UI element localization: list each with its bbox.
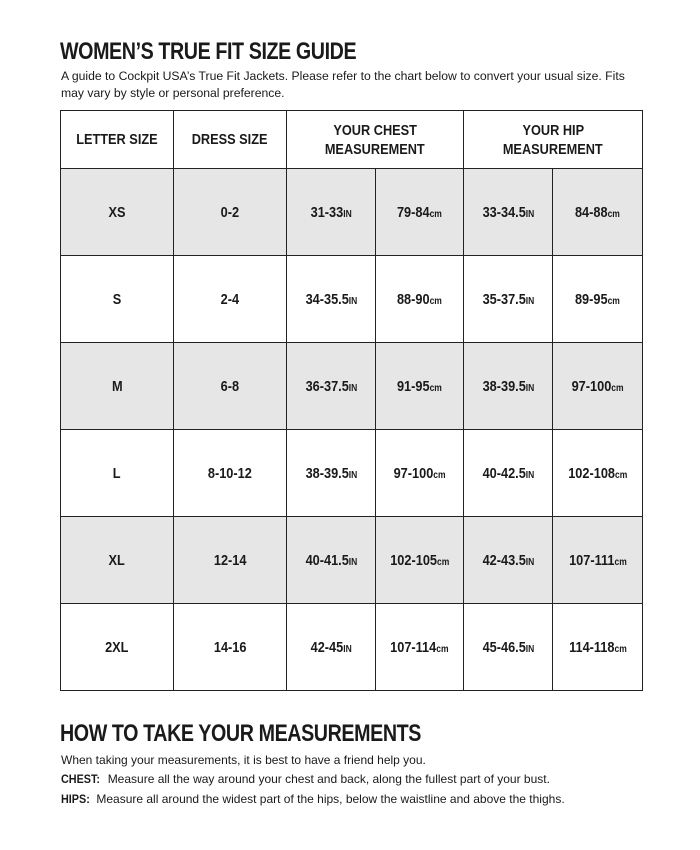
chest-in-cell-value: 34-35.5 — [305, 290, 349, 308]
chest-cm-cell-unit: cm — [429, 382, 442, 394]
chest-text: Measure all the way around your chest and back, along the fullest part of your bust. — [107, 772, 550, 786]
letter-size-cell-value: 2XL — [105, 638, 129, 656]
chest-in-cell-unit: IN — [348, 382, 357, 394]
chest-cm-cell-value: 88-90 — [397, 290, 430, 308]
letter-size-cell — [61, 169, 174, 256]
chest-in-cell — [287, 430, 376, 517]
letter-size-cell-value: S — [112, 290, 122, 308]
hip-in-cell-value: 42-43.5 — [482, 551, 526, 569]
dress-size-cell-value: 12-14 — [213, 551, 247, 569]
dress-size-cell-value: 6-8 — [220, 377, 240, 395]
chest-cm-cell-value: 79-84 — [397, 203, 430, 221]
chest-cm-cell-unit: cm — [436, 643, 449, 655]
chest-cm-cell — [376, 604, 464, 691]
chest-cm-cell-value: 107-114 — [390, 638, 437, 656]
hip-in-cell — [464, 430, 553, 517]
chest-instruction — [61, 771, 651, 787]
hips-instruction — [61, 791, 651, 807]
hip-cm-cell-value: 102-108 — [567, 464, 615, 482]
chest-cm-cell-unit: cm — [436, 556, 450, 568]
hip-in-cell-value: 38-39.5 — [482, 377, 526, 395]
hip-in-cell-value: 45-46.5 — [482, 638, 526, 656]
letter-size-cell — [61, 256, 174, 343]
letter-size-cell-value: XL — [108, 551, 126, 569]
hip-cm-cell — [553, 169, 643, 256]
table-row — [61, 430, 643, 517]
letter-size-cell — [61, 343, 174, 430]
hip-cm-cell — [553, 430, 643, 517]
hip-cm-cell — [553, 604, 643, 691]
table-row — [61, 517, 643, 604]
chest-in-cell — [287, 343, 376, 430]
chest-in-cell-value: 31-33 — [310, 203, 344, 221]
size-rows — [61, 169, 643, 691]
chest-cm-cell-value: 91-95 — [397, 377, 430, 395]
chest-in-cell — [287, 604, 376, 691]
chest-in-cell — [287, 256, 376, 343]
header-dress-size: DRESS SIZE — [174, 111, 287, 169]
table-row — [61, 169, 643, 256]
dress-size-cell-value: 8-10-12 — [208, 464, 252, 482]
hip-in-cell — [464, 256, 553, 343]
chest-cm-cell-unit: cm — [433, 469, 446, 481]
dress-size-cell — [174, 169, 287, 256]
hip-in-cell — [464, 169, 553, 256]
hip-cm-cell-unit: cm — [607, 295, 620, 307]
howto-title: HOW TO TAKE YOUR MEASUREMENTS — [60, 720, 421, 747]
hip-in-cell-unit: IN — [525, 382, 534, 394]
header-hip-measurement: YOUR HIP MEASUREMENT — [464, 111, 643, 169]
chest-cm-cell — [376, 256, 464, 343]
chest-label: CHEST: — [61, 772, 101, 786]
hip-cm-cell-value: 89-95 — [575, 290, 608, 308]
dress-size-cell — [174, 430, 287, 517]
table-row — [61, 256, 643, 343]
hip-cm-cell-unit: cm — [611, 382, 624, 394]
hip-in-cell-unit: IN — [525, 556, 534, 568]
dress-size-cell — [174, 517, 287, 604]
chest-in-cell — [287, 517, 376, 604]
dress-size-cell — [174, 343, 287, 430]
table-row — [61, 343, 643, 430]
chest-cm-cell-unit: cm — [429, 295, 442, 307]
chest-in-cell-value: 42-45 — [310, 638, 344, 656]
hip-in-cell-value: 40-42.5 — [482, 464, 526, 482]
header-chest-measurement: YOUR CHEST MEASUREMENT — [287, 111, 464, 169]
letter-size-cell — [61, 517, 174, 604]
dress-size-cell-value: 0-2 — [220, 203, 240, 221]
hip-cm-cell-value: 97-100 — [571, 377, 612, 395]
hip-cm-cell — [553, 517, 643, 604]
hip-in-cell — [464, 517, 553, 604]
chest-in-cell-value: 40-41.5 — [305, 551, 349, 569]
chest-in-cell-unit: IN — [343, 208, 352, 220]
chest-cm-cell-value: 97-100 — [393, 464, 434, 482]
chest-in-cell — [287, 169, 376, 256]
chest-cm-cell — [376, 169, 464, 256]
page-title: WOMEN’S TRUE FIT SIZE GUIDE — [60, 38, 357, 65]
intro-text: A guide to Cockpit USA’s True Fit Jackets. Please refer to the chart below to convert your usual size. Fits may vary by style or personal preference. — [61, 69, 625, 100]
hip-cm-cell-value: 114-118 — [568, 638, 615, 656]
chest-cm-cell — [376, 517, 464, 604]
dress-size-cell-value: 14-16 — [213, 638, 247, 656]
chest-in-cell-unit: IN — [343, 643, 352, 655]
dress-size-cell — [174, 256, 287, 343]
hip-in-cell-unit: IN — [525, 208, 534, 220]
hip-cm-cell-unit: cm — [614, 643, 627, 655]
letter-size-cell-value: XS — [108, 203, 126, 221]
chest-cm-cell-value: 102-105 — [389, 551, 437, 569]
hip-cm-cell — [553, 256, 643, 343]
hip-cm-cell-unit: cm — [614, 469, 628, 481]
hip-in-cell — [464, 604, 553, 691]
dress-size-cell — [174, 604, 287, 691]
table-header-row — [61, 111, 643, 169]
header-letter-size: LETTER SIZE — [61, 111, 174, 169]
chest-in-cell-unit: IN — [348, 295, 357, 307]
chest-cm-cell — [376, 343, 464, 430]
hip-cm-cell-value: 84-88 — [575, 203, 608, 221]
hips-label: HIPS: — [61, 792, 90, 806]
hip-in-cell-unit: IN — [525, 643, 534, 655]
dress-size-cell-value: 2-4 — [220, 290, 240, 308]
chest-in-cell-value: 36-37.5 — [305, 377, 349, 395]
size-table — [60, 110, 643, 691]
letter-size-cell — [61, 430, 174, 517]
chest-in-cell-unit: IN — [348, 556, 357, 568]
letter-size-cell-value: M — [111, 377, 123, 395]
chest-in-cell-value: 38-39.5 — [305, 464, 349, 482]
hip-cm-cell-value: 107-111 — [568, 551, 615, 569]
hip-in-cell-value: 33-34.5 — [482, 203, 526, 221]
chest-cm-cell — [376, 430, 464, 517]
letter-size-cell-value: L — [113, 464, 121, 482]
hip-in-cell — [464, 343, 553, 430]
hip-cm-cell-unit: cm — [614, 556, 627, 568]
hip-in-cell-unit: IN — [525, 295, 534, 307]
hip-cm-cell — [553, 343, 643, 430]
chest-in-cell-unit: IN — [348, 469, 357, 481]
table-row — [61, 604, 643, 691]
howto-intro: When taking your measurements, it is best to have a friend help you. — [61, 753, 426, 767]
hips-text: Measure all around the widest part of the hips, below the waistline and above the thighs. — [96, 792, 565, 806]
hip-in-cell-value: 35-37.5 — [482, 290, 526, 308]
chest-cm-cell-unit: cm — [429, 208, 442, 220]
hip-cm-cell-unit: cm — [607, 208, 620, 220]
hip-in-cell-unit: IN — [525, 469, 534, 481]
letter-size-cell — [61, 604, 174, 691]
